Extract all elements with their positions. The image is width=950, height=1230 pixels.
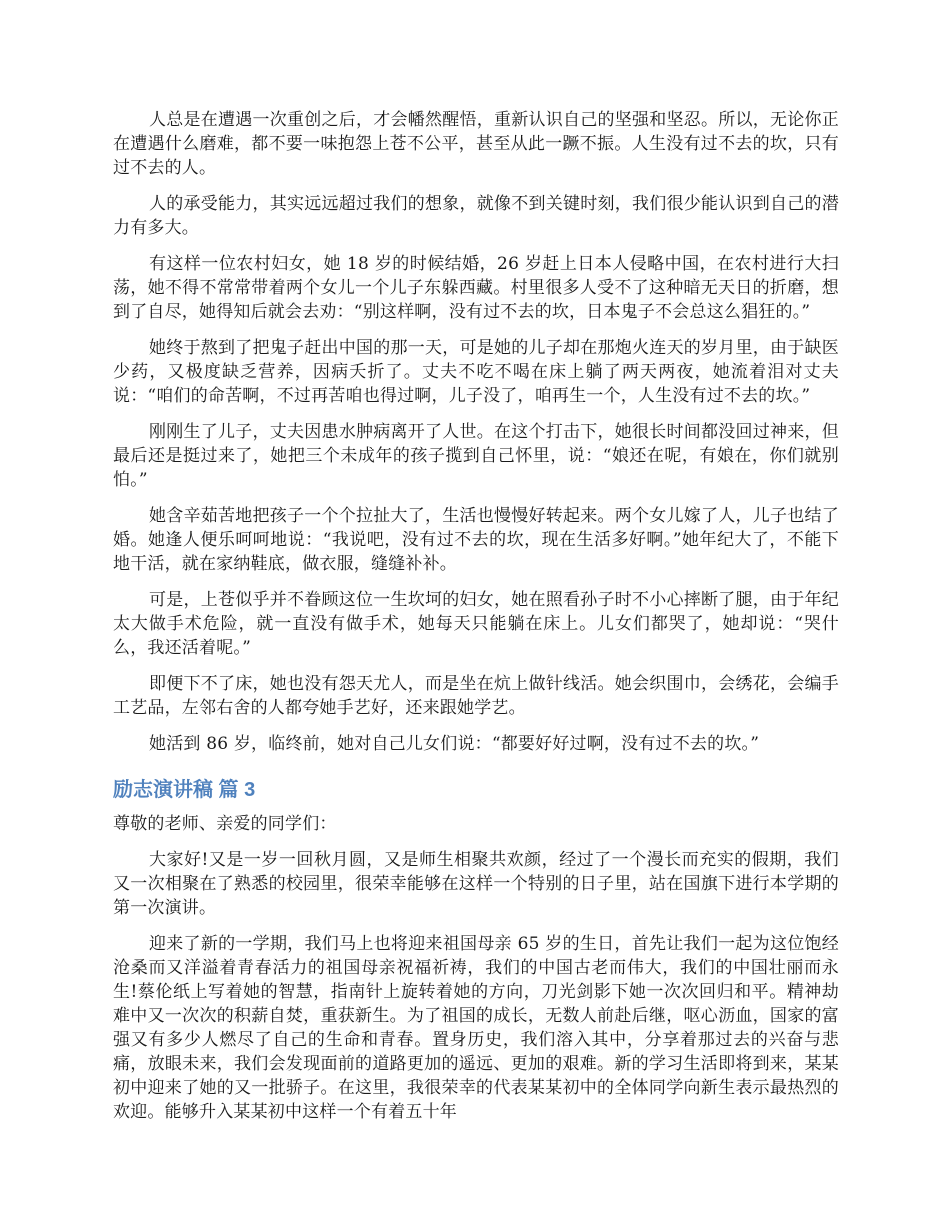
paragraph: 她终于熬到了把鬼子赶出中国的那一天，可是她的儿子却在那炮火连天的岁月里，由于缺医少药，又极度缺乏营养，因病夭折了。丈夫不吃不喝在床上躺了两天两夜，她流着泪对丈夫说：“咱们的命苦啊，不过再苦咱也得过啊，儿子没了，咱再生一个，人生没有过不去的坎。” [113, 338, 839, 406]
section-heading: 励志演讲稿 篇 3 [113, 779, 256, 801]
paragraph: 有这样一位农村妇女，她 18 岁的时候结婚，26 岁赶上日本人侵略中国，在农村进行大扫荡，她不得不常常带着两个女儿一个儿子东躲西藏。村里很多人受不了这种暗无天日的折磨，想到了自尽，她得知后就会去劝：“别这样啊，没有过不去的坎，日本鬼子不会总这么猖狂的。” [113, 254, 839, 322]
paragraph: 人总是在遭遇一次重创之后，才会幡然醒悟，重新认识自己的坚强和坚忍。所以，无论你正在遭遇什么磨难，都不要一味抱怨上苍不公平，甚至从此一蹶不振。人生没有过不去的坎，只有过不去的人。 [113, 110, 839, 178]
paragraph: 迎来了新的一学期，我们马上也将迎来祖国母亲 65 岁的生日，首先让我们一起为这位饱经沧桑而又洋溢着青春活力的祖国母亲祝福祈祷，我们的中国古老而伟大，我们的中国壮丽而永生!蔡伦纸上写着她的智慧，指南针上旋转着她的方向，刀光剑影下她一次次回归和平。精神劫难中又一次次的积薪自焚，重获新生。为了祖国的成长，无数人前赴后继，呕心沥血，国家的富强又有多少人燃尽了自己的生命和青春。置身历史，我们溶入其中，分享着那过去的兴奋与悲痛，放眼未来，我们会发现面前的道路更加的遥远、更加的艰难。新的学习生活即将到来，某某初中迎来了她的又一批骄子。在这里，我很荣幸的代表某某初中的全体同学向新生表示最热烈的欢迎。能够升入某某初中这样一个有着五十年 [113, 934, 839, 1122]
paragraph: 刚刚生了儿子，丈夫因患水肿病离开了人世。在这个打击下，她很长时间都没回过神来，但最后还是挺过来了，她把三个未成年的孩子揽到自己怀里，说：“娘还在呢，有娘在，你们就别怕。” [113, 422, 839, 490]
paragraph: 可是，上苍似乎并不眷顾这位一生坎坷的妇女，她在照看孙子时不小心摔断了腿，由于年纪太大做手术危险，就一直没有做手术，她每天只能躺在床上。儿女们都哭了，她却说：“哭什么，我还活着呢。” [113, 590, 839, 658]
paragraph: 大家好!又是一岁一回秋月圆，又是师生相聚共欢颜，经过了一个漫长而充实的假期，我们又一次相聚在了熟悉的校园里，很荣幸能够在这样一个特别的日子里，站在国旗下进行本学期的第一次演讲。 [113, 850, 839, 918]
paragraph: 她活到 86 岁，临终前，她对自己儿女们说：“都要好好过啊，没有过不去的坎。” [149, 734, 760, 754]
paragraph: 人的承受能力，其实远远超过我们的想象，就像不到关键时刻，我们很少能认识到自己的潜力有多大。 [113, 194, 839, 238]
paragraph: 她含辛茹苦地把孩子一个个拉扯大了，生活也慢慢好转起来。两个女儿嫁了人，儿子也结了婚。她逢人便乐呵呵地说：“我说吧，没有过不去的坎，现在生活多好啊。”她年纪大了，不能下地干活，就在家纳鞋底，做衣服，缝缝补补。 [113, 506, 839, 574]
paragraph: 即便下不了床，她也没有怨天尤人，而是坐在炕上做针线活。她会织围巾，会绣花，会编手工艺品，左邻右舍的人都夸她手艺好，还来跟她学艺。 [113, 674, 839, 718]
salutation: 尊敬的老师、亲爱的同学们： [113, 814, 337, 834]
document-page [113, 108, 839, 1136]
